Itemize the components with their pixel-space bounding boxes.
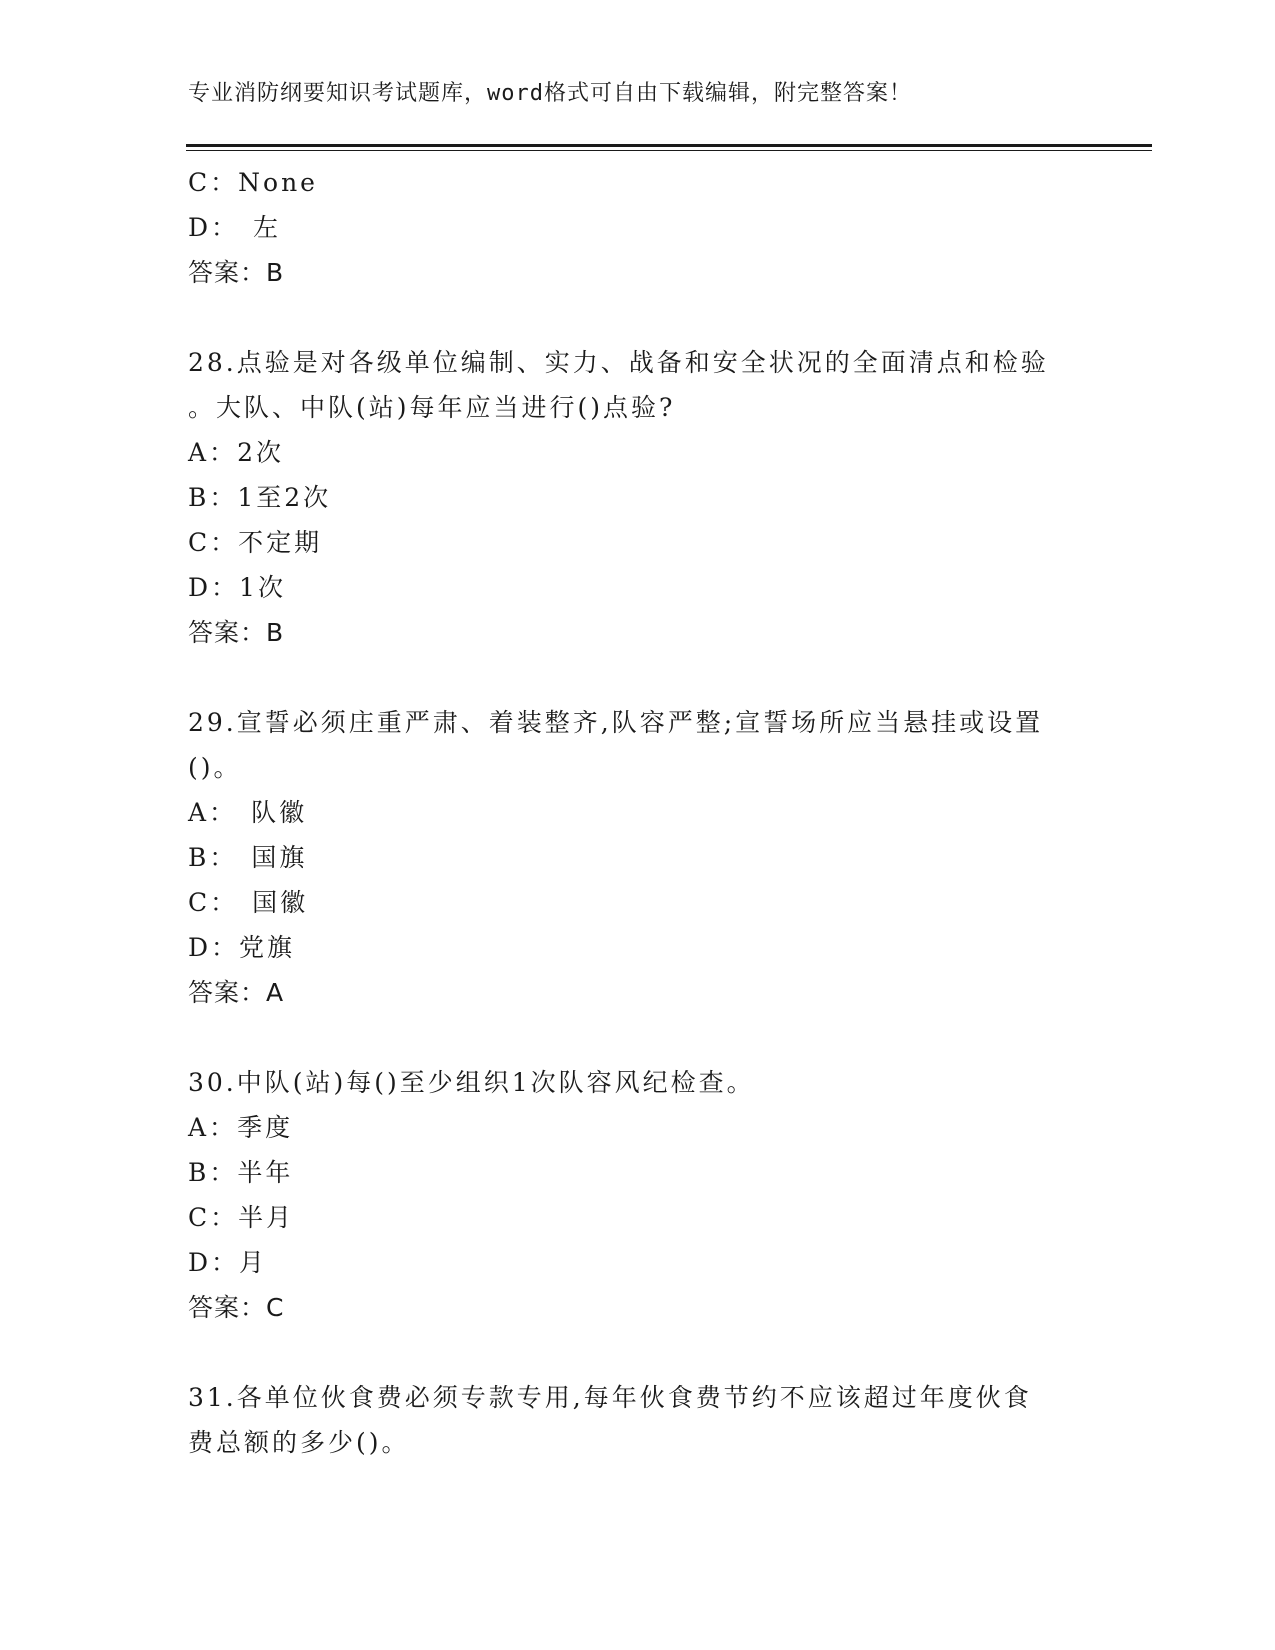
option-label: B：	[188, 483, 238, 512]
question-text: 29.宣誓必须庄重严肃、着装整齐,队容严整;宣誓场所应当悬挂或设置	[188, 708, 1044, 737]
question-text: 30.中队(站)每()至少组织1次队容风纪检查。	[188, 1068, 755, 1097]
question-text: ()。	[188, 753, 242, 782]
option-text: 不定期	[238, 528, 323, 557]
option-label: B：	[188, 843, 238, 872]
option-line	[188, 1105, 1088, 1150]
option-text: 国旗	[251, 843, 308, 872]
option-label: A：	[188, 1113, 238, 1142]
option-label: D：	[188, 573, 240, 602]
spacer	[188, 295, 1088, 340]
option-text: 半年	[237, 1158, 294, 1187]
option-text: 党旗	[239, 933, 296, 962]
answer-line: 答案：A	[188, 978, 285, 1007]
option-line	[188, 205, 1088, 250]
option-text: 1至2次	[237, 483, 332, 512]
option-label: D：	[188, 1248, 240, 1277]
question-text: 。大队、中队(站)每年应当进行()点验?	[188, 393, 676, 422]
option-text: 国徽	[252, 888, 309, 917]
option-text: 半月	[238, 1203, 295, 1232]
option-line	[188, 880, 1088, 925]
answer-line: 答案：B	[188, 258, 285, 287]
option-line	[188, 925, 1088, 970]
header-rule-thin	[186, 150, 1152, 151]
option-line	[188, 1240, 1088, 1285]
option-label: A：	[188, 798, 238, 827]
spacer	[188, 1015, 1088, 1060]
option-label: D：	[188, 933, 240, 962]
option-line	[188, 520, 1088, 565]
option-line	[188, 1150, 1088, 1195]
option-text: 月	[239, 1248, 268, 1277]
option-line	[188, 1195, 1088, 1240]
spacer	[188, 1330, 1088, 1375]
option-label: D：	[188, 213, 240, 242]
option-text: 季度	[237, 1113, 294, 1142]
option-line	[188, 160, 1088, 205]
question-text: 费总额的多少()。	[188, 1428, 410, 1457]
option-line	[188, 430, 1088, 475]
question-text: 31.各单位伙食费必须专款专用,每年伙食费节约不应该超过年度伙食	[188, 1383, 1032, 1412]
option-line	[188, 565, 1088, 610]
option-label: C：	[188, 1203, 239, 1232]
header-title: 专业消防纲要知识考试题库，word格式可自由下载编辑，附完整答案！	[188, 81, 912, 106]
header-rule-thick	[186, 144, 1152, 147]
option-text: None	[238, 168, 318, 197]
option-text: 队徽	[251, 798, 308, 827]
option-text: 1次	[239, 573, 286, 602]
question-text: 28.点验是对各级单位编制、实力、战备和安全状况的全面清点和检验	[188, 348, 1049, 377]
option-line	[188, 790, 1088, 835]
answer-line: 答案：C	[188, 1293, 285, 1322]
option-label: A：	[188, 438, 238, 467]
option-line	[188, 835, 1088, 880]
option-line	[188, 475, 1088, 520]
option-label: C：	[188, 168, 239, 197]
option-label: C：	[188, 888, 239, 917]
option-text: 左	[253, 213, 282, 242]
answer-line: 答案：B	[188, 618, 285, 647]
option-text: 2次	[237, 438, 284, 467]
question-content	[188, 160, 1088, 1465]
spacer	[188, 655, 1088, 700]
option-label: B：	[188, 1158, 238, 1187]
option-label: C：	[188, 528, 239, 557]
